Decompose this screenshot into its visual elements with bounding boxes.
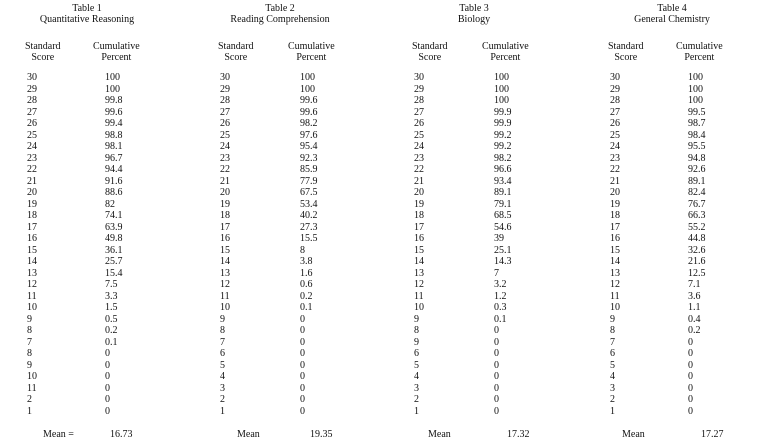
cumulative-percent: 95.5 <box>688 141 706 152</box>
standard-score-header <box>25 41 61 63</box>
cumulative-percent: 0.1 <box>300 302 313 313</box>
standard-score: 22 <box>414 164 424 175</box>
cumulative-percent-header-line: Cumulative <box>676 41 723 52</box>
standard-score: 29 <box>414 83 424 95</box>
cumulative-percent: 100 <box>300 72 315 83</box>
standard-score: 23 <box>414 152 424 164</box>
standard-score: 27 <box>610 106 620 118</box>
cumulative-percent: 88.6 <box>105 187 123 198</box>
table-number: Table 4 <box>657 3 687 14</box>
cumulative-percent: 92.6 <box>688 164 706 175</box>
standard-score-header-line: Score <box>614 52 638 63</box>
standard-score: 28 <box>220 95 230 106</box>
cumulative-percent: 99.6 <box>300 106 318 118</box>
standard-score: 4 <box>220 371 225 382</box>
mean-value: 17.32 <box>507 429 530 440</box>
column-headers <box>210 41 390 65</box>
standard-score: 10 <box>27 302 37 313</box>
standard-score: 8 <box>414 325 419 336</box>
cumulative-percent: 3.3 <box>105 290 118 302</box>
cumulative-percent: 63.9 <box>105 221 123 233</box>
standard-score: 28 <box>610 95 620 106</box>
cumulative-percent: 0.2 <box>300 290 313 302</box>
standard-score: 25 <box>220 129 230 141</box>
table-title <box>15 3 159 25</box>
standard-score: 13 <box>414 267 424 279</box>
table-subject: Quantitative Reasoning <box>39 14 135 25</box>
standard-score-header-line: Standard <box>218 41 254 52</box>
cumulative-percent: 94.4 <box>105 164 123 175</box>
standard-score: 27 <box>414 106 424 118</box>
standard-score-header <box>608 41 644 63</box>
standard-score: 21 <box>610 175 620 187</box>
column-headers <box>15 41 195 65</box>
cumulative-percent: 0 <box>105 394 110 405</box>
cumulative-percent: 7 <box>494 267 499 279</box>
standard-score: 13 <box>610 267 620 279</box>
cumulative-percent: 99.8 <box>105 95 123 106</box>
standard-score: 21 <box>220 175 230 187</box>
mean-label: Mean <box>237 429 260 440</box>
cumulative-percent: 54.6 <box>494 221 512 233</box>
standard-score: 7 <box>27 336 32 348</box>
cumulative-percent: 100 <box>494 72 509 83</box>
standard-score: 24 <box>414 141 424 152</box>
cumulative-percent-header-line: Percent <box>684 52 715 63</box>
standard-score: 10 <box>220 302 230 313</box>
cumulative-percent: 0.6 <box>300 279 313 290</box>
table-number: Table 1 <box>72 3 102 14</box>
cumulative-percent: 3.8 <box>300 256 313 267</box>
mean-label: Mean <box>428 429 451 440</box>
table-subject: Reading Comprehension <box>230 14 330 25</box>
cumulative-percent: 15.5 <box>300 233 318 244</box>
standard-score: 30 <box>27 72 37 83</box>
cumulative-percent: 68.5 <box>494 210 512 221</box>
cumulative-percent: 0.5 <box>105 313 118 325</box>
standard-score: 30 <box>610 72 620 83</box>
cumulative-percent: 0 <box>494 336 499 348</box>
standard-score: 9 <box>27 313 32 325</box>
standard-score: 13 <box>27 267 37 279</box>
standard-score: 12 <box>610 279 620 290</box>
cumulative-percent: 0 <box>688 382 693 394</box>
standard-score: 8 <box>27 348 32 359</box>
standard-score: 5 <box>220 359 225 371</box>
cumulative-percent: 89.1 <box>688 175 706 187</box>
cumulative-percent: 99.5 <box>688 106 706 118</box>
cumulative-percent: 0 <box>494 382 499 394</box>
cumulative-percent: 85.9 <box>300 164 318 175</box>
standard-score-header-line: Standard <box>608 41 644 52</box>
standard-score: 10 <box>414 302 424 313</box>
standard-score: 1 <box>414 405 419 417</box>
standard-score: 11 <box>220 290 230 302</box>
cumulative-percent: 8 <box>300 244 305 256</box>
cumulative-percent: 7.5 <box>105 279 118 290</box>
cumulative-percent: 3.6 <box>688 290 701 302</box>
standard-score: 29 <box>220 83 230 95</box>
table-title <box>404 3 544 25</box>
standard-score: 4 <box>610 371 615 382</box>
standard-score: 3 <box>610 382 615 394</box>
cumulative-percent-header-line: Cumulative <box>93 41 140 52</box>
cumulative-percent: 0 <box>688 359 693 371</box>
standard-score: 9 <box>414 336 419 348</box>
standard-score: 22 <box>220 164 230 175</box>
standard-score: 19 <box>220 198 230 210</box>
cumulative-percent: 0 <box>300 359 305 371</box>
standard-score-header <box>218 41 254 63</box>
standard-score: 30 <box>220 72 230 83</box>
standard-score-header-line: Score <box>31 52 55 63</box>
standard-score: 21 <box>27 175 37 187</box>
mean-value: 19.35 <box>310 429 333 440</box>
cumulative-percent: 0 <box>105 371 110 382</box>
cumulative-percent: 0 <box>105 359 110 371</box>
cumulative-percent: 0 <box>300 382 305 394</box>
table-subject: General Chemistry <box>634 14 710 25</box>
column-headers <box>404 41 584 65</box>
standard-score: 24 <box>27 141 37 152</box>
cumulative-percent: 79.1 <box>494 198 512 210</box>
standard-score: 26 <box>610 118 620 129</box>
cumulative-percent: 99.2 <box>494 129 512 141</box>
standard-score-header <box>412 41 448 63</box>
standard-score: 8 <box>610 325 615 336</box>
cumulative-percent: 99.9 <box>494 118 512 129</box>
cumulative-percent: 12.5 <box>688 267 706 279</box>
standard-score: 9 <box>27 359 32 371</box>
cumulative-percent: 98.4 <box>688 129 706 141</box>
standard-score: 18 <box>27 210 37 221</box>
standard-score-header-line: Score <box>418 52 442 63</box>
standard-score: 13 <box>220 267 230 279</box>
cumulative-percent-header-line: Percent <box>490 52 521 63</box>
cumulative-percent: 53.4 <box>300 198 318 210</box>
standard-score: 11 <box>610 290 620 302</box>
score-table-4 <box>598 3 768 440</box>
score-table-3 <box>404 3 584 440</box>
cumulative-percent: 0 <box>494 348 499 359</box>
cumulative-percent: 96.7 <box>105 152 123 164</box>
standard-score: 2 <box>610 394 615 405</box>
cumulative-percent: 0 <box>688 371 693 382</box>
standard-score: 23 <box>220 152 230 164</box>
standard-score: 10 <box>610 302 620 313</box>
cumulative-percent: 66.3 <box>688 210 706 221</box>
standard-score: 15 <box>27 244 37 256</box>
standard-score: 16 <box>414 233 424 244</box>
cumulative-percent: 25.7 <box>105 256 123 267</box>
cumulative-percent-header-line: Percent <box>101 52 132 63</box>
cumulative-percent: 97.6 <box>300 129 318 141</box>
standard-score: 19 <box>27 198 37 210</box>
cumulative-percent: 0.1 <box>494 313 507 325</box>
cumulative-percent: 100 <box>688 95 703 106</box>
cumulative-percent-header-line: Percent <box>296 52 327 63</box>
standard-score: 12 <box>414 279 424 290</box>
standard-score: 14 <box>27 256 37 267</box>
cumulative-percent: 92.3 <box>300 152 318 164</box>
table-subject: Biology <box>457 14 491 25</box>
cumulative-percent: 95.4 <box>300 141 318 152</box>
cumulative-percent: 0 <box>688 405 693 417</box>
standard-score: 22 <box>610 164 620 175</box>
cumulative-percent: 0 <box>300 405 305 417</box>
cumulative-percent: 100 <box>494 95 509 106</box>
cumulative-percent: 74.1 <box>105 210 123 221</box>
standard-score: 24 <box>610 141 620 152</box>
standard-score: 16 <box>610 233 620 244</box>
standard-score: 17 <box>414 221 424 233</box>
cumulative-percent: 98.8 <box>105 129 123 141</box>
cumulative-percent: 44.8 <box>688 233 706 244</box>
standard-score: 19 <box>414 198 424 210</box>
cumulative-percent: 98.2 <box>494 152 512 164</box>
standard-score: 29 <box>610 83 620 95</box>
cumulative-percent: 96.6 <box>494 164 512 175</box>
cumulative-percent-header <box>288 41 335 63</box>
standard-score: 1 <box>610 405 615 417</box>
standard-score: 3 <box>220 382 225 394</box>
standard-score: 2 <box>220 394 225 405</box>
cumulative-percent: 3.2 <box>494 279 507 290</box>
cumulative-percent: 82.4 <box>688 187 706 198</box>
standard-score: 3 <box>414 382 419 394</box>
standard-score: 20 <box>414 187 424 198</box>
cumulative-percent: 0 <box>300 348 305 359</box>
score-table-1 <box>15 3 195 440</box>
standard-score: 18 <box>610 210 620 221</box>
standard-score: 14 <box>414 256 424 267</box>
standard-score: 1 <box>220 405 225 417</box>
column-headers <box>598 41 768 65</box>
mean-value: 16.73 <box>110 429 133 440</box>
standard-score: 30 <box>414 72 424 83</box>
cumulative-percent: 67.5 <box>300 187 318 198</box>
cumulative-percent: 21.6 <box>688 256 706 267</box>
standard-score: 6 <box>220 348 225 359</box>
standard-score: 11 <box>27 290 37 302</box>
standard-score: 23 <box>27 152 37 164</box>
standard-score: 16 <box>27 233 37 244</box>
standard-score: 12 <box>220 279 230 290</box>
standard-score: 26 <box>220 118 230 129</box>
standard-score: 4 <box>414 371 419 382</box>
standard-score: 14 <box>220 256 230 267</box>
standard-score: 25 <box>27 129 37 141</box>
cumulative-percent: 100 <box>688 83 703 95</box>
standard-score: 12 <box>27 279 37 290</box>
mean-label: Mean <box>622 429 645 440</box>
standard-score: 17 <box>220 221 230 233</box>
standard-score: 9 <box>220 313 225 325</box>
cumulative-percent: 100 <box>688 72 703 83</box>
cumulative-percent: 100 <box>105 72 120 83</box>
standard-score: 2 <box>27 394 32 405</box>
cumulative-percent: 0.4 <box>688 313 701 325</box>
cumulative-percent: 1.1 <box>688 302 701 313</box>
cumulative-percent: 0 <box>688 336 693 348</box>
standard-score: 20 <box>27 187 37 198</box>
standard-score: 5 <box>610 359 615 371</box>
standard-score: 15 <box>220 244 230 256</box>
cumulative-percent: 93.4 <box>494 175 512 187</box>
standard-score: 19 <box>610 198 620 210</box>
cumulative-percent: 0 <box>494 371 499 382</box>
cumulative-percent: 0 <box>300 394 305 405</box>
cumulative-percent: 99.4 <box>105 118 123 129</box>
cumulative-percent: 1.2 <box>494 290 507 302</box>
table-number: Table 3 <box>459 3 489 14</box>
standard-score: 23 <box>610 152 620 164</box>
standard-score: 1 <box>27 405 32 417</box>
cumulative-percent: 0 <box>688 394 693 405</box>
standard-score-header-line: Score <box>224 52 248 63</box>
cumulative-percent-header-line: Cumulative <box>482 41 529 52</box>
cumulative-percent: 27.3 <box>300 221 318 233</box>
cumulative-percent: 99.6 <box>105 106 123 118</box>
cumulative-percent: 0 <box>300 325 305 336</box>
standard-score: 2 <box>414 394 419 405</box>
standard-score-header-line: Standard <box>412 41 448 52</box>
standard-score: 27 <box>220 106 230 118</box>
cumulative-percent: 1.5 <box>105 302 118 313</box>
standard-score: 6 <box>414 348 419 359</box>
cumulative-percent-header <box>93 41 140 63</box>
standard-score: 20 <box>610 187 620 198</box>
cumulative-percent: 77.9 <box>300 175 318 187</box>
standard-score: 7 <box>220 336 225 348</box>
cumulative-percent: 89.1 <box>494 187 512 198</box>
cumulative-percent: 36.1 <box>105 244 123 256</box>
standard-score: 21 <box>414 175 424 187</box>
standard-score: 28 <box>414 95 424 106</box>
cumulative-percent: 0 <box>494 394 499 405</box>
cumulative-percent-header-line: Cumulative <box>288 41 335 52</box>
score-table-2 <box>210 3 390 440</box>
cumulative-percent: 0.1 <box>105 336 118 348</box>
cumulative-percent: 40.2 <box>300 210 318 221</box>
standard-score: 28 <box>27 95 37 106</box>
standard-score: 10 <box>27 371 37 382</box>
cumulative-percent: 0.2 <box>688 325 701 336</box>
standard-score: 16 <box>220 233 230 244</box>
cumulative-percent: 100 <box>494 83 509 95</box>
cumulative-percent: 0 <box>300 336 305 348</box>
standard-score: 15 <box>414 244 424 256</box>
standard-score: 27 <box>27 106 37 118</box>
cumulative-percent: 98.1 <box>105 141 123 152</box>
cumulative-percent-header <box>482 41 529 63</box>
cumulative-percent: 32.6 <box>688 244 706 256</box>
cumulative-percent: 0 <box>105 348 110 359</box>
standard-score: 5 <box>414 359 419 371</box>
standard-score: 25 <box>414 129 424 141</box>
cumulative-percent: 0.2 <box>105 325 118 336</box>
standard-score: 17 <box>610 221 620 233</box>
cumulative-percent: 94.8 <box>688 152 706 164</box>
cumulative-percent: 91.6 <box>105 175 123 187</box>
cumulative-percent: 7.1 <box>688 279 701 290</box>
standard-score: 8 <box>27 325 32 336</box>
mean-value: 17.27 <box>701 429 724 440</box>
table-title <box>598 3 746 25</box>
cumulative-percent: 100 <box>105 83 120 95</box>
cumulative-percent: 98.7 <box>688 118 706 129</box>
standard-score: 9 <box>414 313 419 325</box>
cumulative-percent: 25.1 <box>494 244 512 256</box>
standard-score: 26 <box>414 118 424 129</box>
cumulative-percent: 0 <box>494 325 499 336</box>
standard-score: 8 <box>220 325 225 336</box>
cumulative-percent: 14.3 <box>494 256 512 267</box>
standard-score: 14 <box>610 256 620 267</box>
cumulative-percent: 0 <box>300 313 305 325</box>
cumulative-percent: 0 <box>105 405 110 417</box>
table-title <box>210 3 350 25</box>
table-number: Table 2 <box>265 3 295 14</box>
standard-score: 18 <box>220 210 230 221</box>
mean-label: Mean = <box>43 429 74 440</box>
standard-score: 25 <box>610 129 620 141</box>
cumulative-percent: 49.8 <box>105 233 123 244</box>
cumulative-percent: 99.9 <box>494 106 512 118</box>
cumulative-percent: 98.2 <box>300 118 318 129</box>
cumulative-percent: 0.3 <box>494 302 507 313</box>
standard-score: 9 <box>610 313 615 325</box>
standard-score: 11 <box>414 290 424 302</box>
cumulative-percent: 39 <box>494 233 504 244</box>
standard-score: 24 <box>220 141 230 152</box>
standard-score: 20 <box>220 187 230 198</box>
cumulative-percent: 0 <box>105 382 110 394</box>
standard-score: 7 <box>610 336 615 348</box>
standard-score-header-line: Standard <box>25 41 61 52</box>
cumulative-percent: 0 <box>300 371 305 382</box>
cumulative-percent-header <box>676 41 723 63</box>
cumulative-percent: 15.4 <box>105 267 123 279</box>
cumulative-percent: 0 <box>688 348 693 359</box>
cumulative-percent: 100 <box>300 83 315 95</box>
standard-score: 15 <box>610 244 620 256</box>
standard-score: 6 <box>610 348 615 359</box>
standard-score: 22 <box>27 164 37 175</box>
cumulative-percent: 55.2 <box>688 221 706 233</box>
cumulative-percent: 0 <box>494 405 499 417</box>
cumulative-percent: 76.7 <box>688 198 706 210</box>
cumulative-percent: 99.6 <box>300 95 318 106</box>
cumulative-percent: 82 <box>105 198 115 210</box>
standard-score: 11 <box>27 382 37 394</box>
cumulative-percent: 0 <box>494 359 499 371</box>
standard-score: 18 <box>414 210 424 221</box>
standard-score: 17 <box>27 221 37 233</box>
standard-score: 26 <box>27 118 37 129</box>
standard-score: 29 <box>27 83 37 95</box>
cumulative-percent: 1.6 <box>300 267 313 279</box>
cumulative-percent: 99.2 <box>494 141 512 152</box>
